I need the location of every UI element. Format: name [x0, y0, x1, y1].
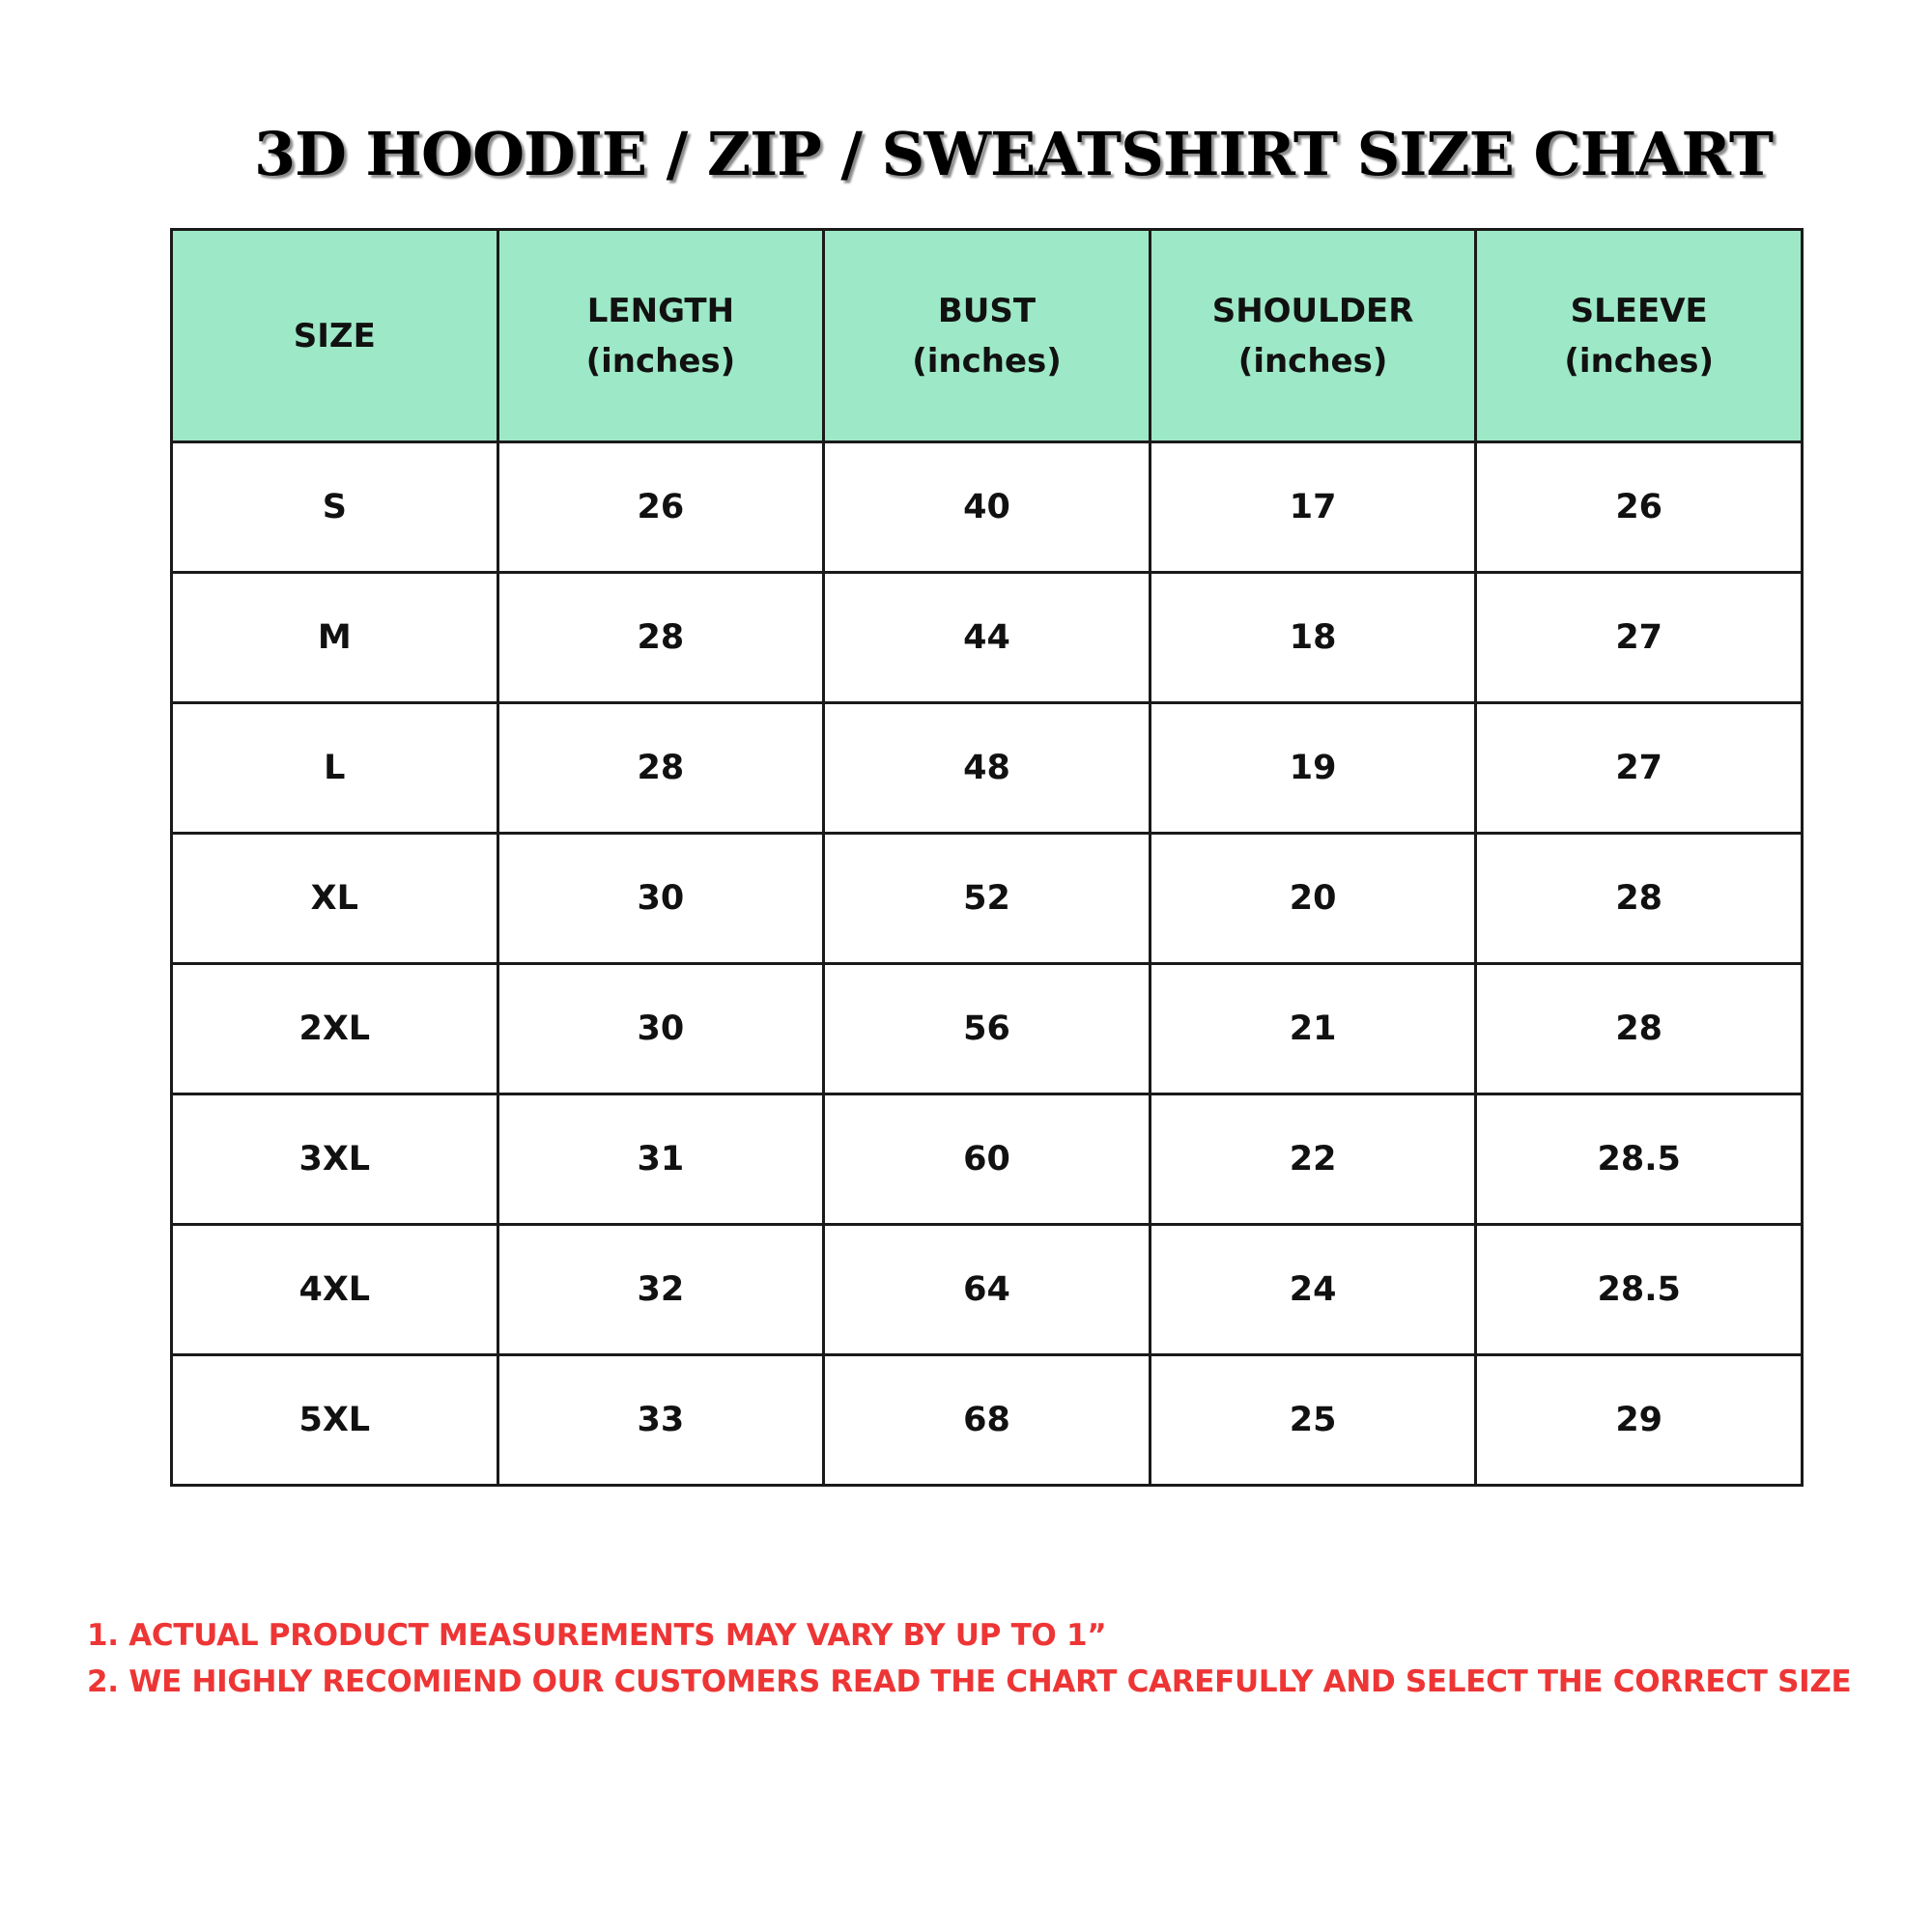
- table-row: [172, 442, 1803, 573]
- cell-sleeve: 28.5: [1476, 1225, 1803, 1355]
- cell-bust: 40: [824, 442, 1151, 573]
- cell-size: 4XL: [172, 1225, 498, 1355]
- column-header-unit: (inches): [912, 341, 1062, 381]
- cell-bust: 56: [824, 964, 1151, 1094]
- column-header-bust: [824, 230, 1151, 442]
- cell-shoulder: 20: [1150, 834, 1476, 964]
- cell-sleeve: 27: [1476, 573, 1803, 703]
- cell-shoulder: 18: [1150, 573, 1476, 703]
- column-header-size: [172, 230, 498, 442]
- cell-length: 30: [497, 964, 824, 1094]
- cell-sleeve: 26: [1476, 442, 1803, 573]
- cell-size: 3XL: [172, 1094, 498, 1225]
- cell-size: 2XL: [172, 964, 498, 1094]
- table-header-row: [172, 230, 1803, 442]
- note-measurement-variance: 1. ACTUAL PRODUCT MEASUREMENTS MAY VARY BY UP TO 1”: [87, 1618, 1107, 1653]
- cell-sleeve: 28.5: [1476, 1094, 1803, 1225]
- cell-size: XL: [172, 834, 498, 964]
- cell-bust: 44: [824, 573, 1151, 703]
- table-row: [172, 834, 1803, 964]
- column-header-label: SIZE: [293, 316, 376, 355]
- column-header-unit: (inches): [1237, 341, 1388, 381]
- cell-shoulder: 21: [1150, 964, 1476, 1094]
- cell-size: M: [172, 573, 498, 703]
- cell-bust: 64: [824, 1225, 1151, 1355]
- table-row: [172, 1355, 1803, 1486]
- column-header-length: [497, 230, 824, 442]
- column-header-label: SLEEVE: [1570, 291, 1708, 330]
- cell-sleeve: 27: [1476, 703, 1803, 834]
- notes: [87, 1612, 1851, 1705]
- column-header-sleeve: [1476, 230, 1803, 442]
- cell-shoulder: 19: [1150, 703, 1476, 834]
- cell-bust: 60: [824, 1094, 1151, 1225]
- cell-shoulder: 24: [1150, 1225, 1476, 1355]
- cell-bust: 48: [824, 703, 1151, 834]
- cell-length: 26: [497, 442, 824, 573]
- cell-length: 30: [497, 834, 824, 964]
- cell-length: 28: [497, 703, 824, 834]
- cell-length: 28: [497, 573, 824, 703]
- note-read-chart-carefully: 2. WE HIGHLY RECOMIEND OUR CUSTOMERS READ THE CHART CAREFULLY AND SELECT THE CORRECT SIZE: [87, 1664, 1852, 1699]
- table-row: [172, 1225, 1803, 1355]
- cell-size: L: [172, 703, 498, 834]
- cell-size: 5XL: [172, 1355, 498, 1486]
- column-header-label: LENGTH: [586, 291, 735, 330]
- cell-length: 31: [497, 1094, 824, 1225]
- cell-bust: 52: [824, 834, 1151, 964]
- cell-shoulder: 22: [1150, 1094, 1476, 1225]
- cell-length: 32: [497, 1225, 824, 1355]
- page-title: 3D HOODIE / ZIP / SWEATSHIRT SIZE CHART: [253, 118, 1774, 189]
- table-row: [172, 964, 1803, 1094]
- cell-size: S: [172, 442, 498, 573]
- cell-length: 33: [497, 1355, 824, 1486]
- cell-sleeve: 29: [1476, 1355, 1803, 1486]
- table-row: [172, 573, 1803, 703]
- cell-sleeve: 28: [1476, 964, 1803, 1094]
- table-row: [172, 1094, 1803, 1225]
- column-header-unit: (inches): [1564, 341, 1714, 381]
- column-header-label: BUST: [937, 291, 1037, 330]
- cell-shoulder: 17: [1150, 442, 1476, 573]
- cell-shoulder: 25: [1150, 1355, 1476, 1486]
- column-header-label: SHOULDER: [1211, 291, 1414, 330]
- cell-sleeve: 28: [1476, 834, 1803, 964]
- column-header-unit: (inches): [585, 341, 736, 381]
- column-header-shoulder: [1150, 230, 1476, 442]
- cell-bust: 68: [824, 1355, 1151, 1486]
- size-chart-table: [170, 228, 1804, 1487]
- table-row: [172, 703, 1803, 834]
